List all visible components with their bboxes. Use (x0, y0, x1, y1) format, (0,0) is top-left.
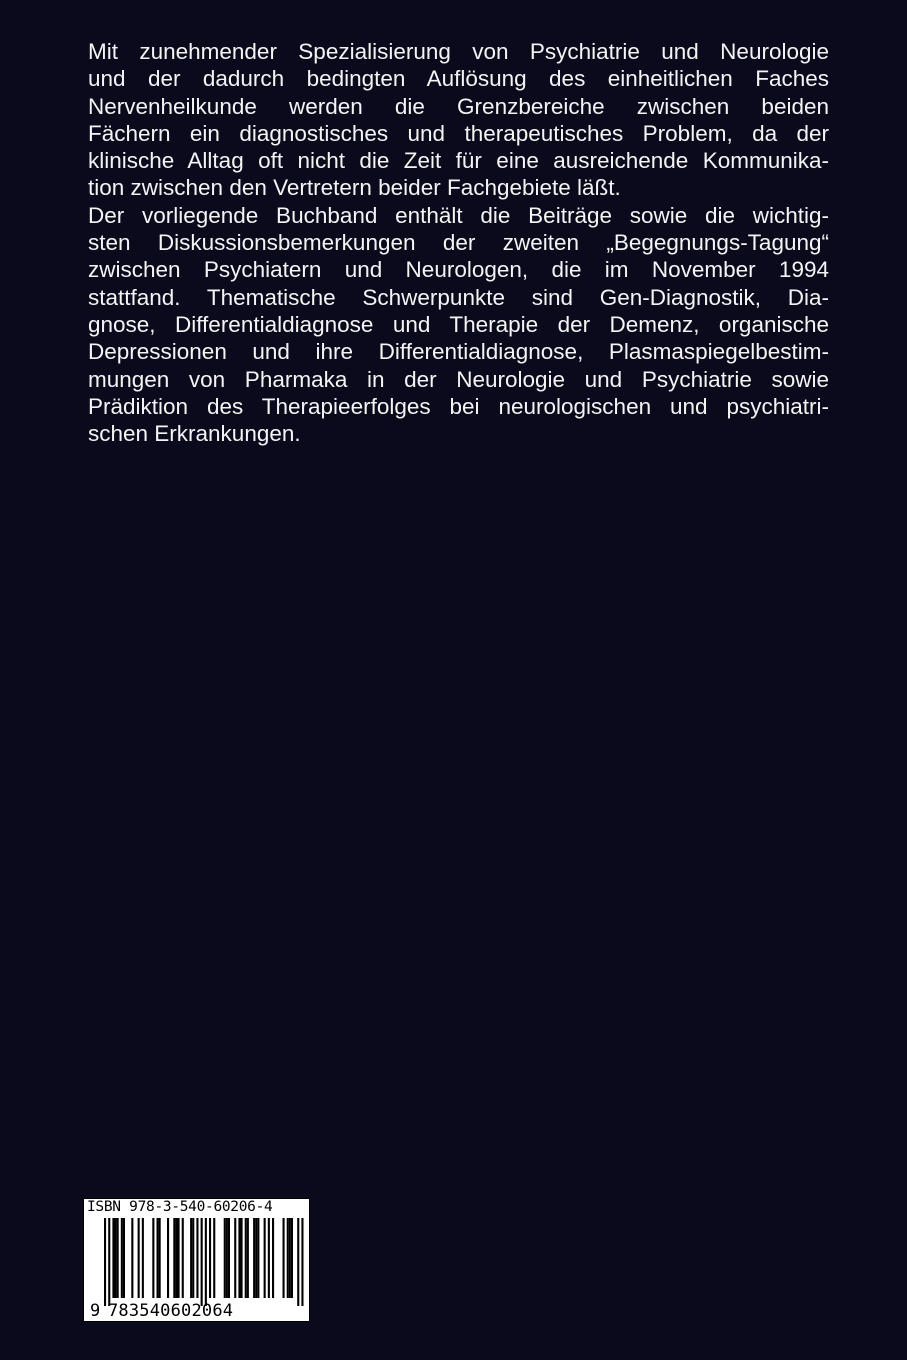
barcode-bar (234, 1218, 236, 1298)
blurb-line: und der dadurch bedingten Auflösung des einheitlichen Faches (88, 66, 829, 92)
barcode-bar (173, 1218, 175, 1298)
blurb-line: klinische Alltag oft nicht die Zeit für eine ausreichende Kommunika- (88, 148, 829, 174)
blurb-line: tion zwischen den Vertretern beider Fachgebiete läßt. (88, 175, 621, 201)
barcode-bar (226, 1218, 228, 1298)
barcode-bar (238, 1218, 240, 1298)
blurb-line: Mit zunehmender Spezialisierung von Psychiatrie und Neurologie (88, 39, 829, 64)
barcode-bar (192, 1218, 194, 1298)
barcode-bar (152, 1218, 154, 1298)
blurb-line: Der vorliegende Buchband enthält die Beiträge sowie die wichtig- (88, 202, 829, 228)
barcode-guard-bar (104, 1218, 106, 1306)
barcode-bar (142, 1218, 144, 1298)
barcode-bar (213, 1218, 215, 1298)
barcode-bar (228, 1218, 230, 1298)
barcode-bar (268, 1218, 270, 1298)
barcode-bar (182, 1218, 184, 1298)
barcode-guard-bar (201, 1218, 203, 1306)
barcode-bar (121, 1218, 123, 1298)
barcode-bar (178, 1218, 180, 1298)
barcode-bar (131, 1218, 133, 1298)
barcode-bar (115, 1218, 117, 1298)
barcode-bar (264, 1218, 266, 1298)
barcode-bar (255, 1218, 257, 1298)
barcode-guard-bar (205, 1218, 207, 1306)
blurb-line: zwischen Psychiatern und Neurologen, die im November 1994 (88, 257, 829, 283)
blurb-line: sten Diskussionsbemerkungen der zweiten „Begegnungs-Tagung“ (88, 230, 829, 256)
barcode-bar (167, 1218, 169, 1298)
isbn-barcode (83, 1198, 310, 1322)
barcode-bar (247, 1218, 249, 1298)
barcode-bar (112, 1218, 114, 1298)
blurb-line: Nervenheilkunde werden die Grenzbereiche zwischen beiden (88, 93, 829, 119)
blurb-line: Prädiktion des Therapieerfolges bei neurologischen und psychiatri- (88, 393, 829, 419)
ean-digits: 783540602064 (108, 1301, 234, 1321)
barcode-bar (117, 1218, 119, 1298)
barcode-bar (175, 1218, 177, 1298)
blurb-line: mungen von Pharmaka in der Neurologie und Psychiatrie sowie (88, 366, 829, 392)
barcode-bar (287, 1218, 289, 1298)
blurb-line: Depressionen und ihre Differentialdiagnose, Plasmaspiegelbestim- (88, 339, 829, 365)
barcode-bar (291, 1218, 293, 1298)
barcode-guard-bar (108, 1218, 110, 1306)
barcode-bar (289, 1218, 291, 1298)
barcode-bar (241, 1218, 243, 1298)
barcode-bar (157, 1218, 159, 1298)
barcode-bar (190, 1218, 192, 1298)
blurb-line: Fächern ein diagnostisches und therapeutisches Problem, da der (88, 120, 829, 146)
ean-first-digit: 9 (90, 1301, 101, 1321)
barcode-bar (257, 1218, 259, 1298)
barcode-bar (138, 1218, 140, 1298)
barcode-bar (209, 1218, 211, 1298)
barcode-bar (159, 1218, 161, 1298)
blurb-line: stattfand. Thematische Schwerpunkte sind Gen-Diagnostik, Dia- (88, 284, 829, 310)
barcode-bar (224, 1218, 226, 1298)
barcode-bar (245, 1218, 247, 1298)
barcode-bar (123, 1218, 125, 1298)
barcode-bar (283, 1218, 285, 1298)
barcode-bar (253, 1218, 255, 1298)
barcode-guard-bar (297, 1218, 299, 1306)
blurb-line: gnose, Differentialdiagnose und Therapie der Demenz, organische (88, 311, 829, 337)
blurb-line: schen Erkrankungen. (88, 421, 301, 447)
barcode-bar (196, 1218, 198, 1298)
back-cover-blurb (88, 38, 829, 447)
barcode-bar (272, 1218, 274, 1298)
isbn-label: ISBN 978-3-540-60206-4 (87, 1199, 273, 1215)
barcode-guard-bar (301, 1218, 303, 1306)
